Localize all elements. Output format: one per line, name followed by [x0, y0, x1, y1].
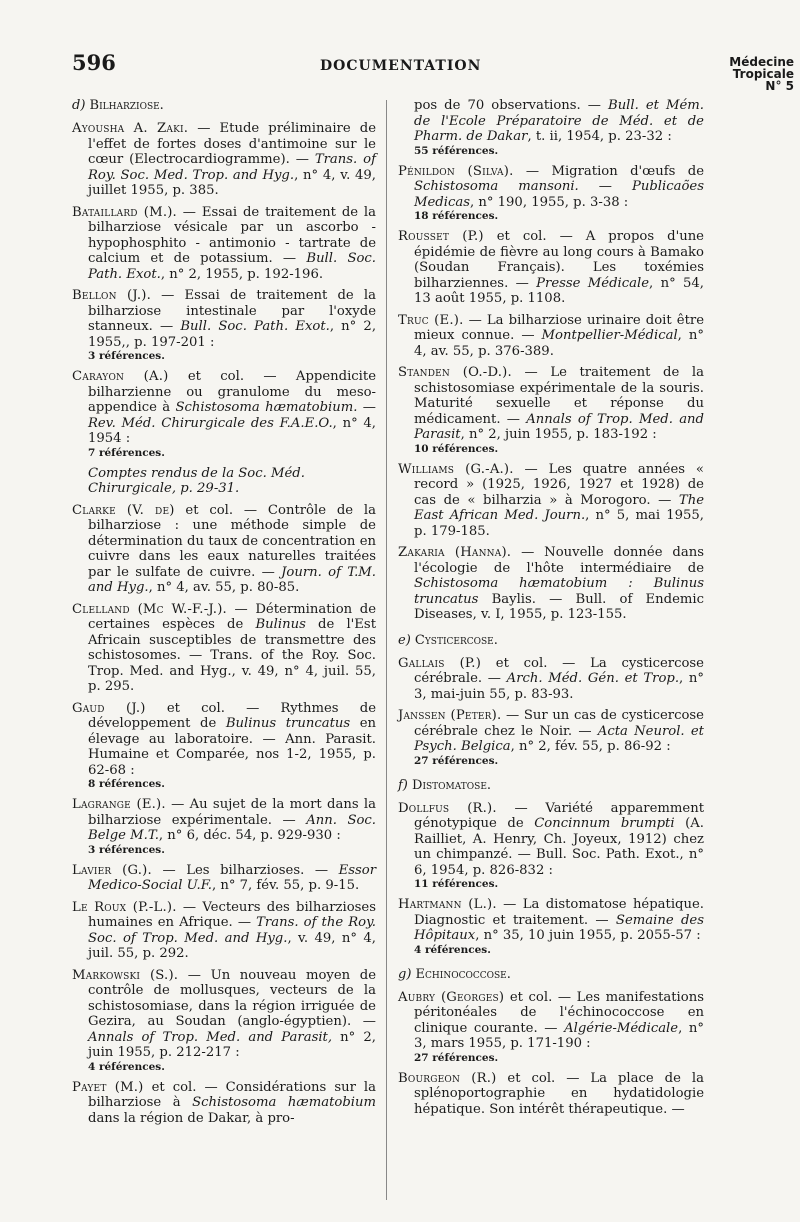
- entry-tail: , v. 49, n° 4, juil. 55, p. 292.: [88, 930, 376, 961]
- entry-tail: , n° 2, fév. 55, p. 86-92 :: [510, 739, 671, 754]
- entry-text: — Détermination de certaines espèces de: [88, 601, 376, 632]
- section-heading-e: [398, 633, 704, 648]
- entry-text: — Migration d'œufs de: [513, 163, 705, 179]
- entry-journal: Trans. of Roy. Soc. Med. Trop. and Hyg.: [88, 152, 376, 183]
- entry-journal: Schistosoma hæmatobium : Bulinus truncatus: [414, 576, 704, 607]
- entry-tail: Baylis. — Bull. of Endemic Diseases, v. I, 1955, p. 123-155.: [414, 591, 704, 622]
- entry-text: — La bilharziose urinaire doit être mieux connue. —: [414, 312, 704, 343]
- entry-references: 27 références.: [414, 754, 499, 767]
- entry-tail: n° 2, juin 1955, p. 212-217 :: [88, 1029, 376, 1060]
- entry-tail: , n° 6, déc. 54, p. 929-930 :: [158, 828, 341, 843]
- entry-tail: dans la région de Dakar, à pro-: [88, 1110, 295, 1126]
- entry-references: 4 références.: [88, 1060, 165, 1073]
- entry-text: et col. — La place de la splénoportographie en hydatidologie hépatique. Son intérêt thérapeutique. —: [414, 1070, 704, 1117]
- entry-author: Le Roux (P.-L.).: [72, 899, 177, 915]
- entry-text: — Les bilharzioses. —: [151, 862, 339, 878]
- bib-entry: [398, 708, 704, 768]
- entry-tail: en élevage au laboratoire. — Ann. Parasit. Humaine et Comparée, nos 1-2, 1955, p. 62-68 :: [88, 716, 376, 778]
- entry-text: et col. — Contrôle de la bilharziose : une méthode simple de détermination du taux de concentration en cuivre dans les eaux naturelles traitées par le sulfate de cuivre. —: [88, 502, 376, 580]
- entry-journal: Essor Medico-Social U.F.: [88, 862, 377, 893]
- bib-entry: [398, 801, 704, 892]
- journal-tag-line: N° 5: [765, 79, 794, 93]
- entry-tail: , n° 2, 1955,, p. 197-201 :: [88, 319, 377, 350]
- bib-entry-continued: [398, 98, 704, 158]
- entry-tail: , n° 4, v. 49, juillet 1955, p. 385.: [88, 167, 376, 198]
- entry-tail: de l'Est Africain susceptibles de transmettre des schistosomes. — Trans. of the Roy. Soc. Trop. Med. and Hyg., v. 49, n° 4, juil. 55, p. 295.: [88, 617, 376, 694]
- journal-tag-line: Médecine: [729, 55, 794, 69]
- entry-tail: , n° 3, mars 1955, p. 171-190 :: [414, 1020, 704, 1051]
- entry-text: — Variété apparemment génotypique de: [414, 800, 704, 831]
- entry-journal: Arch. Méd. Gén. et Trop.: [506, 671, 680, 686]
- entry-references: 27 références.: [414, 1051, 499, 1064]
- entry-author: Aubry (Georges): [398, 989, 505, 1005]
- entry-author: Standen (O.-D.).: [398, 365, 512, 380]
- bib-entry: [72, 205, 376, 283]
- entry-tail: , t. ii, 1954, p. 23-32 :: [527, 129, 672, 144]
- entry-journal: Ann. Soc. Belge M.T.: [88, 812, 376, 843]
- entry-text: — Un nouveau moyen de contrôle de mollusques, vecteurs de la schistosomiase, dans la région irriguée de Gezira, au Soudan (anglo-égyptien). —: [88, 967, 377, 1029]
- entry-journal: Schistosoma hæmatobium. — Rev. Méd. Chirurgicale des F.A.E.O.: [88, 400, 376, 431]
- entry-note: Comptes rendus de la Soc. Méd. Chirurgicale, p. 29-31.: [88, 465, 305, 496]
- bib-entry: [72, 701, 376, 792]
- entry-text: et col. — A propos d'une épidémie de fièvre au long cours à Bamako (Soudan Français). Les toxémies bilharziennes. —: [414, 229, 704, 291]
- entry-references: 8 références.: [88, 778, 165, 790]
- entry-text: — La distomatose hépatique. Diagnostic et traitement. —: [414, 897, 704, 928]
- running-title: DOCUMENTATION: [320, 58, 482, 74]
- entry-journal: Acta Neurol. et Psych. Belgica: [414, 723, 704, 754]
- section-title: Echinococcose.: [415, 966, 511, 982]
- entry-references: 3 références.: [88, 350, 165, 362]
- entry-journal: Montpellier-Médical: [541, 328, 678, 343]
- section-title: Bilharziose.: [89, 98, 164, 113]
- entry-tail: , n° 2, 1955, p. 192-196.: [160, 266, 324, 282]
- entry-journal: Algérie-Médicale: [564, 1020, 679, 1036]
- section-title: Cysticercose.: [414, 632, 498, 648]
- entry-tail: , n° 35, 10 juin 1955, p. 2055-57 :: [475, 928, 701, 943]
- entry-tail: , n° 4, av. 55, p. 80-85.: [148, 580, 300, 595]
- entry-author: Ayousha A. Zaki.: [72, 121, 189, 136]
- entry-author: Carayon (A.): [72, 369, 169, 384]
- entry-journal: Bulinus truncatus: [225, 716, 351, 731]
- entry-tail: (A. Railliet, A. Henry, Ch. Joyeux, 1912) chez un chimpanzé. — Bull. Soc. Path. Exot., n° 6, 1954, p. 826-832 :: [414, 816, 704, 878]
- entry-journal: Schistosoma mansoni. — Publicaões Medicas: [414, 179, 704, 210]
- entry-text: et col. — Rythmes de développement de: [88, 700, 377, 731]
- entry-text: — Au sujet de la mort dans la bilharziose expérimentale. —: [88, 797, 376, 828]
- bib-entry: [72, 863, 376, 894]
- entry-tail: , n° 7, fév. 55, p. 9-15.: [211, 878, 360, 893]
- entry-text: — Essai de traitement de la bilharziose vésicale par un ascorbo - hypophosphito - antimonio - tartrate de calcium et de potassium. —: [88, 204, 376, 266]
- entry-references: 7 références.: [88, 446, 165, 459]
- entry-text: — Nouvelle donnée dans l'écologie de l'hôte intermédiaire de: [414, 545, 704, 576]
- bib-entry: [398, 1071, 704, 1118]
- entry-text: — Essai de traitement de la bilharziose intestinale par l'oxyde stanneux. —: [88, 288, 377, 334]
- entry-tail: , n° 4, 1954 :: [88, 415, 376, 446]
- section-heading-g: [398, 967, 704, 982]
- entry-tail: , n° 3, mai-juin 55, p. 83-93.: [414, 671, 704, 702]
- entry-tail: , n° 190, 1955, p. 3-38 :: [469, 194, 629, 210]
- entry-journal: Bull. Soc. Path. Exot.: [88, 251, 376, 282]
- entry-author: Williams (G.-A.).: [398, 461, 514, 477]
- entry-journal: Bull. Soc. Path. Exot.: [180, 319, 330, 334]
- page-number: 596: [72, 50, 116, 75]
- entry-author: Bourgeon (R.): [398, 1070, 497, 1086]
- entry-journal: Presse Médicale: [536, 275, 650, 291]
- entry-journal: Trans. of the Roy. Soc. of Trop. Med. and Hyg.: [88, 915, 376, 946]
- entry-journal: Journ. of T.M. and Hyg.: [88, 564, 377, 595]
- bib-entry: [72, 900, 376, 962]
- entry-tail: , n° 54, 13 août 1955, p. 1108.: [414, 275, 704, 306]
- right-column: [398, 98, 704, 1123]
- entry-journal: Annals of Trop. Med. and Parasit: [414, 411, 704, 442]
- entry-author: Clarke (V. de): [72, 502, 175, 518]
- entry-author: Clelland (Mc W.-F.-J.).: [72, 601, 227, 617]
- entry-author: Gaud (J.): [72, 700, 146, 716]
- bib-entry: [398, 545, 704, 623]
- entry-references: 11 références.: [414, 878, 499, 890]
- entry-text: et col. — Appendicite bilharzienne ou granulome du meso-appendice à: [88, 369, 376, 415]
- bib-entry: [72, 797, 376, 857]
- section-title: Distomatose.: [412, 777, 492, 793]
- bib-entry: [72, 121, 376, 199]
- entry-journal: Schistosoma hæmatobium: [192, 1095, 376, 1110]
- column-divider: [386, 100, 387, 1200]
- bib-entry: [398, 365, 704, 456]
- section-label: f): [398, 777, 408, 793]
- bib-entry: [72, 288, 376, 363]
- entry-author: Rousset (P.): [398, 229, 484, 244]
- entry-journal: Semaine des Hôpitaux: [414, 912, 704, 943]
- bib-entry: [72, 968, 376, 1074]
- entry-text: — Sur un cas de cysticercose cérébrale chez le Noir. —: [414, 708, 704, 739]
- entry-author: Zakaria (Hanna).: [398, 545, 512, 560]
- bib-entry: [398, 990, 704, 1065]
- entry-author: Bataillard (M.).: [72, 204, 177, 220]
- entry-author: Markowski (S.).: [72, 967, 179, 983]
- entry-text: — Le traitement de la schistosomiase expérimentale de la souris. Maturité sexuelle et réponse du médicament. —: [414, 365, 704, 427]
- journal-tag: [729, 56, 794, 92]
- bib-entry: [398, 229, 704, 307]
- entry-journal: Annals of Trop. Med. and Parasit,: [88, 1029, 333, 1045]
- entry-text: et col. — La cysticercose cérébrale. —: [414, 655, 704, 686]
- entry-author: Payet (M.): [72, 1079, 144, 1095]
- bib-entry: [72, 602, 376, 695]
- bib-entry: [72, 503, 376, 596]
- entry-text: et col. — Les manifestations péritonéales de l'échinococcose en clinique courante. —: [414, 989, 704, 1036]
- journal-tag-line: Tropicale: [732, 67, 794, 81]
- entry-journal: The East African Med. Journ.: [414, 492, 704, 523]
- entry-references: 10 références.: [414, 442, 499, 455]
- entry-tail: , n° 2, juin 1955, p. 183-192 :: [460, 427, 657, 442]
- entry-references: 18 références.: [414, 210, 499, 222]
- entry-text: — Etude préliminaire de l'effet de fortes doses d'antimoine sur le cœur (Electrocardiogramme). —: [88, 121, 377, 167]
- section-heading-f: [398, 778, 704, 793]
- entry-author: Bellon (J.).: [72, 288, 151, 303]
- entry-journal: Bulinus: [255, 617, 306, 632]
- bib-entry: [72, 369, 376, 460]
- entry-author: Pénildon (Silva).: [398, 163, 514, 179]
- entry-references: 55 références.: [414, 144, 499, 157]
- entry-text: — Vecteurs des bilharzioses humaines en Afrique. —: [88, 899, 376, 930]
- bib-entry: [398, 897, 704, 957]
- bib-entry: [398, 313, 704, 360]
- entry-references: 4 références.: [414, 943, 491, 956]
- bib-entry: [398, 164, 704, 224]
- entry-tail: , n° 5, mai 1955, p. 179-185.: [414, 508, 705, 539]
- left-column: [72, 98, 376, 1132]
- section-heading-d: [72, 98, 376, 113]
- entry-author: Hartmann (L.).: [398, 897, 497, 912]
- section-label: e): [398, 632, 411, 648]
- entry-author: Lagrange (E.).: [72, 797, 166, 812]
- entry-tail: , n° 4, av. 55, p. 376-389.: [414, 328, 704, 359]
- entry-journal: Concinnum brumpti: [534, 816, 675, 831]
- entry-references: 3 références.: [88, 843, 165, 856]
- bib-entry: [398, 462, 704, 540]
- section-label: g): [398, 966, 412, 982]
- entry-author: Dollfus (R.).: [398, 800, 497, 816]
- bib-entry: [398, 656, 704, 703]
- section-label: d): [72, 98, 86, 113]
- entry-author: Gallais (P.): [398, 655, 482, 671]
- entry-author: Truc (E.).: [398, 312, 464, 328]
- entry-author: Janssen (Peter).: [398, 708, 502, 723]
- entry-journal: Bull. et Mém. de l'Ecole Préparatoire de Méd. et de Pharm. de Dakar: [414, 98, 704, 144]
- entry-author: Lavier (G.).: [72, 862, 152, 878]
- entry-text: — Les quatre années « record » (1925, 1926, 1927 et 1928) de cas de « bilharzia » à Morogoro. —: [414, 461, 704, 508]
- entry-text: pos de 70 observations. —: [414, 98, 608, 113]
- bib-entry: [72, 1080, 376, 1127]
- entry-text: et col. — Considérations sur la bilharziose à: [88, 1079, 377, 1110]
